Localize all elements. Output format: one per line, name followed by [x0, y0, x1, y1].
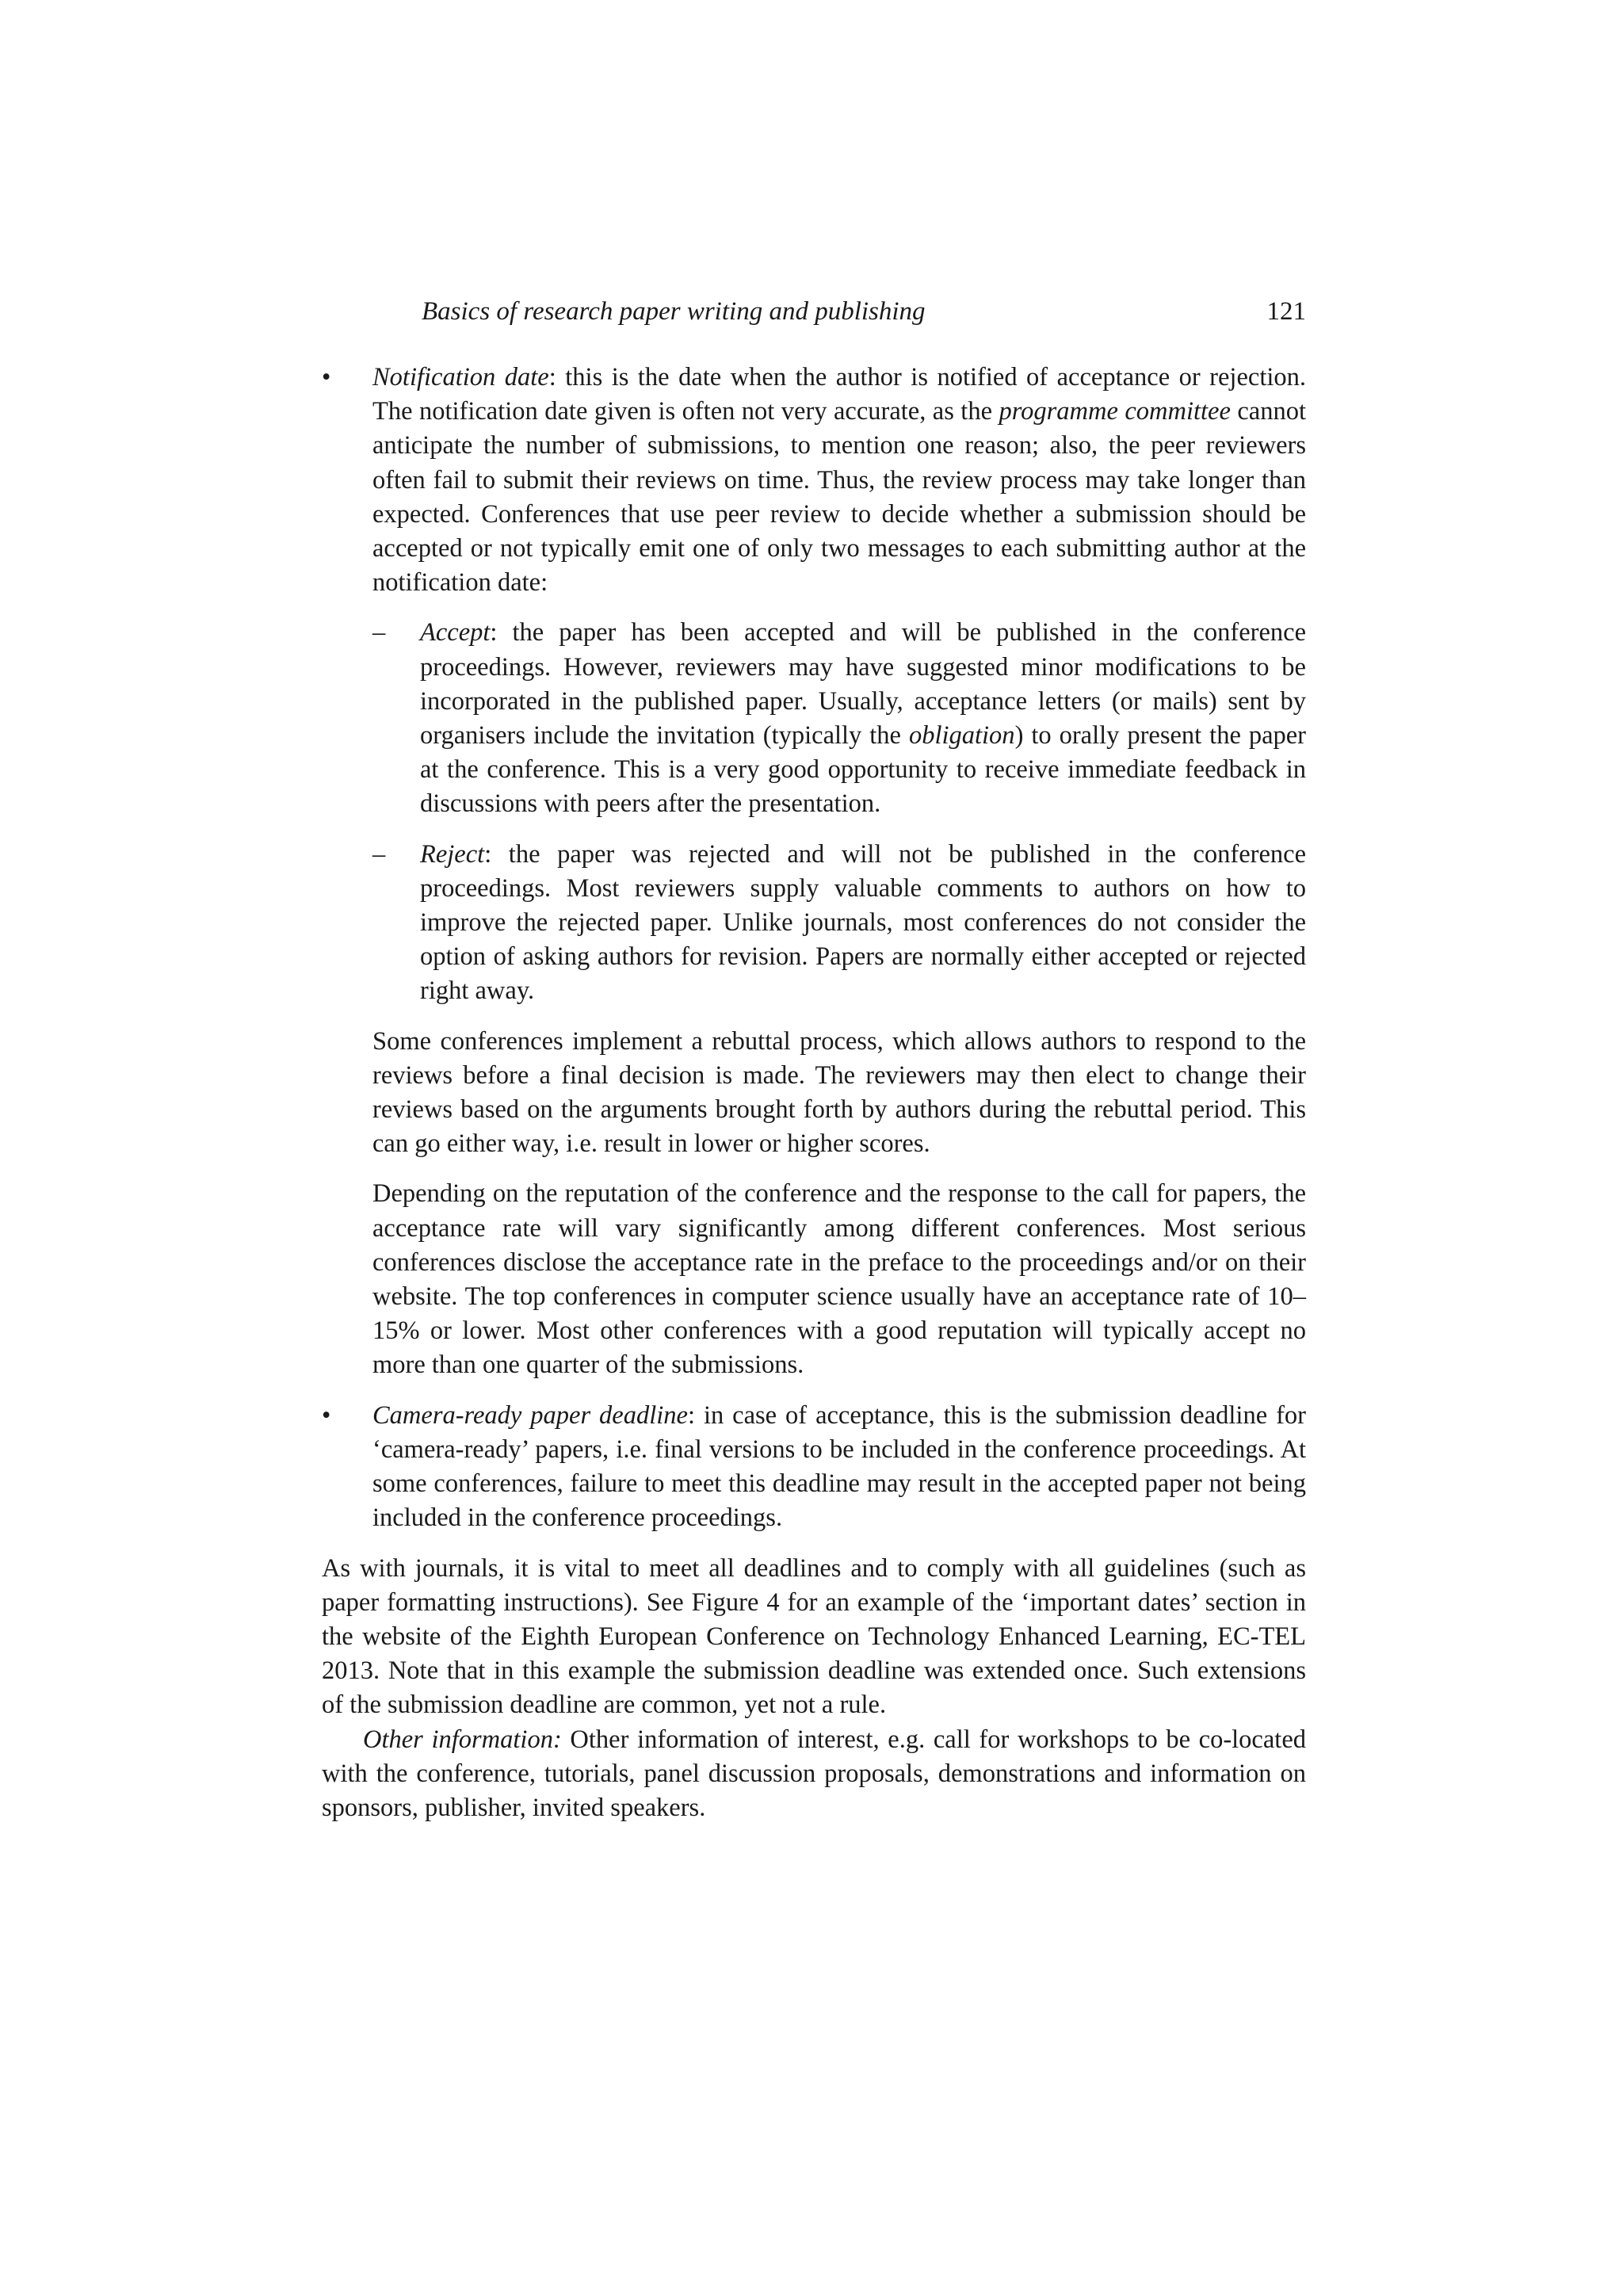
bullet-text-continued: cannot anticipate the number of submissions, to mention one reason; also, the peer reviewers often fail to submit their reviews on time. Thus, the review process may take longer than expected. Conferences that use peer review to decide whether a submission should be accepted or not typically emit one of only two messages to each submitting author at the notification date:	[372, 397, 1306, 598]
bullet-marker: •	[322, 1400, 331, 1430]
paragraph-acceptance-rate: Depending on the reputation of the conference and the response to the call for papers, the acceptance rate will vary significantly among different conferences. Most serious conferences disclose the acceptance rate in the preface to the proceedings and/or on their website. The top conferences in computer science usually have an acceptance rate of 10–15% or lower. Most other conferences with a good reputation will typically accept no more than one quarter of the submissions.	[372, 1179, 1306, 1380]
subitem-paragraph	[420, 838, 1306, 1009]
subitem-text: : the paper was rejected and will not be published in the conference proceedings. Most reviewers supply valuable comments to authors on how to improve the rejected paper. Unlike journals, most conferences do not consider the option of asking authors for revision. Papers are normally either accepted or rejected right away.	[420, 839, 1306, 1006]
term-camera-ready: Camera-ready paper deadline	[372, 1400, 688, 1430]
paragraph-other-information	[322, 1723, 1306, 1826]
bullet-text: : this is the date when the author is notified of acceptance or rejection. The notification date given is often not very accurate, as the	[372, 363, 1306, 426]
subitem-reject	[372, 838, 1306, 1009]
bullet-marker: •	[322, 363, 331, 392]
subitem-text: : the paper has been accepted and will be published in the conference proceedings. However, reviewers may have suggested minor modifications to be incorporated in the published paper. Usually, acceptance letters (or mails) sent by organisers include the invitation (typically the	[420, 618, 1306, 751]
subitem-text-continued: ) to orally present the paper at the conference. This is a very good opportunity to receive immediate feedback in discussions with peers after the presentation.	[420, 721, 1307, 819]
page-number: 121	[1266, 297, 1306, 326]
bullet-paragraph	[372, 1399, 1306, 1536]
running-head	[422, 292, 1306, 331]
paragraph-rebuttal: Some conferences implement a rebuttal process, which allows authors to respond to the reviews before a final decision is made. The reviewers may then elect to change their reviews based on the arguments brought forth by authors during the rebuttal period. This can go either way, i.e. result in lower or higher scores.	[372, 1026, 1306, 1159]
subitem-paragraph	[420, 616, 1306, 821]
bullet-text: : in case of acceptance, this is the submission deadline for ‘camera-ready’ papers, i.e. final versions to be included in the conference proceedings. At some conferences, failure to meet this deadline may result in the accepted paper not being included in the conference proceedings.	[372, 1400, 1306, 1533]
subitem-accept	[372, 616, 1306, 821]
term-other-information: Other information:	[363, 1725, 562, 1754]
term-notification-date: Notification date	[372, 363, 549, 392]
term-accept: Accept	[420, 618, 491, 648]
paragraph-text: Other information of interest, e.g. call for workshops to be co-located with the conference, tutorials, panel discussion proposals, demonstrations and information on sponsors, publisher, invited speakers.	[322, 1725, 1306, 1822]
bullet-item-camera-ready	[322, 1399, 1306, 1536]
dash-marker: –	[372, 618, 386, 648]
paragraph-deadlines: As with journals, it is vital to meet all deadlines and to comply with all guidelines (such as paper formatting instructions). See Figure 4 for an example of the ‘important dates’ section in the website of the Eighth European Conference on Technology Enhanced Learning, EC-TEL 2013. Note that in this example the submission deadline was extended once. Such extensions of the submission deadline are common, yet not a rule.	[322, 1553, 1306, 1720]
bullet-item-notification-date	[322, 361, 1306, 1383]
term-reject: Reject	[420, 839, 485, 869]
bullet-paragraph	[372, 361, 1306, 600]
body-text	[322, 361, 1306, 1825]
term-obligation: obligation	[908, 721, 1015, 751]
running-title: Basics of research paper writing and publishing	[422, 297, 926, 326]
term-programme-committee: programme committee	[999, 397, 1231, 426]
dash-marker: –	[372, 839, 386, 869]
